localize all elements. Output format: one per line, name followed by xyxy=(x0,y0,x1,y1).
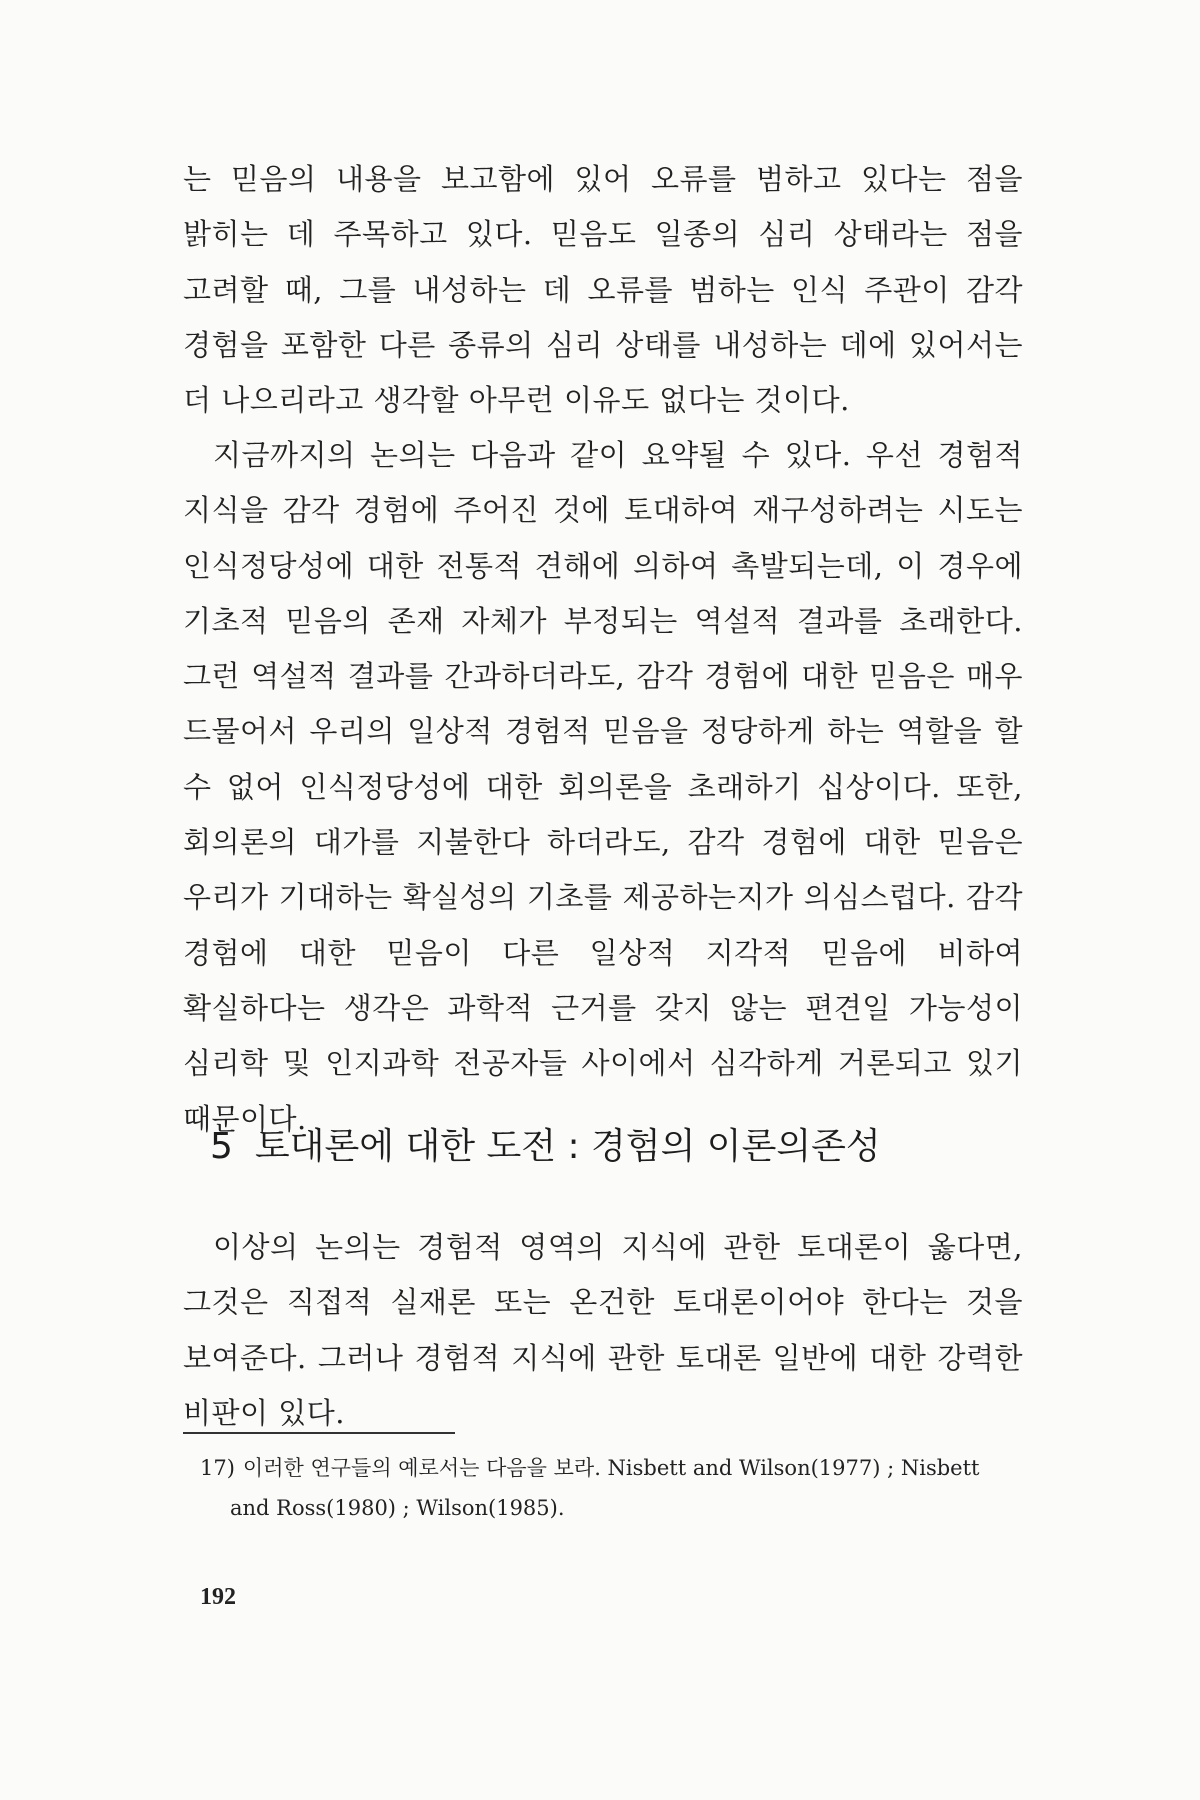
section-heading xyxy=(210,1122,881,1172)
section-title: 토대론에 대한 도전 : 경험의 이론의존성 xyxy=(254,1126,881,1167)
body-paragraph-1: 는 믿음의 내용을 보고함에 있어 오류를 범하고 있다는 점을 밝히는 데 주목하고 있다. 믿음도 일종의 심리 상태라는 점을 고려할 때, 그를 내성하는 데 오류를 범하는 인식 주관이 감각 경험을 포함한 다른 종류의 심리 상태를 내성하는 데에 있어서는 더 나으리라고 생각할 아무런 이유도 없다는 것이다. xyxy=(183,162,1023,418)
footnote-divider xyxy=(183,1432,455,1434)
footnote-label: 17) xyxy=(200,1456,235,1480)
footnote xyxy=(200,1448,1022,1528)
section-paragraph-1: 이상의 논의는 경험적 영역의 지식에 관한 토대론이 옳다면, 그것은 직접적 실재론 또는 온건한 토대론이어야 한다는 것을 보여준다. 그러나 경험적 지식에 관한 토대론 일반에 대한 강력한 비판이 있다. xyxy=(183,1230,1023,1430)
footnote-text: 이러한 연구들의 예로서는 다음을 보라. Nisbett and Wilson(1977) ; Nisbett xyxy=(242,1456,980,1480)
footnote-continuation: and Ross(1980) ; Wilson(1985). xyxy=(230,1496,565,1520)
page-number: 192 xyxy=(200,1584,236,1610)
body-paragraph-2: 지금까지의 논의는 다음과 같이 요약될 수 있다. 우선 경험적 지식을 감각 경험에 주어진 것에 토대하여 재구성하려는 시도는 인식정당성에 대한 전통적 견해에 의하여 촉발되는데, 이 경우에 기초적 믿음의 존재 자체가 부정되는 역설적 결과를 초래한다. 그런 역설적 결과를 간과하더라도, 감각 경험에 대한 믿음은 매우 드물어서 우리의 일상적 경험적 믿음을 정당하게 하는 역할을 할 수 없어 인식정당성에 대한 회의론을 초래하기 십상이다. 또한, 회의론의 대가를 지불한다 하더라도, 감각 경험에 대한 믿음은 우리가 기대하는 확실성의 기초를 제공하는지가 의심스럽다. 감각 경험에 대한 믿음이 다른 일상적 지각적 믿음에 비하여 확실하다는 생각은 과학적 근거를 갖지 않는 편견일 가능성이 심리학 및 인지과학 전공자들 사이에서 심각하게 거론되고 있기 때문이다. xyxy=(183,438,1023,1136)
section-number: 5 xyxy=(210,1126,233,1167)
